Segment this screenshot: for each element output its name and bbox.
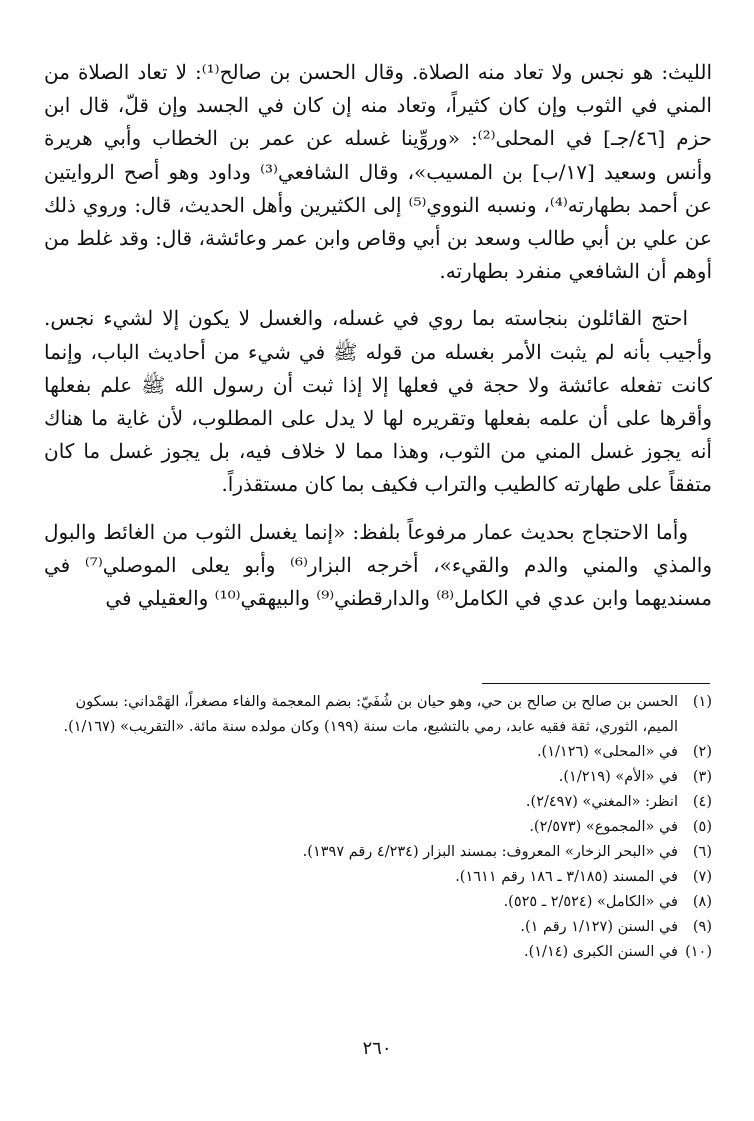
footnote-item	[44, 915, 712, 940]
footnote-number: (٣)	[692, 769, 712, 785]
footnote-item	[44, 765, 712, 790]
paragraph-2: احتج القائلون بنجاسته بما روي في غسله، والغسل لا يكون إلا لشيء نجس. وأجيب بأنه لم يثبت الأمر بغسله من قوله ﷺ في شيء من أحاديث الباب، وإنما كانت تفعله عائشة ولا حجة في فعلها إلا إذا ثبت أن رسول الله ﷺ علم بفعلها وأقرها على أن علمه بفعلها وتقريره لها لا يدل على المطلوب، لأن غاية ما هناك أنه يجوز غسل المني من الثوب، وهذا مما لا خلاف فيه، بل يجوز غسل ما كان متفقاً على طهارته كالطيب والتراب فكيف بما كان مستقذراً.	[44, 306, 712, 497]
footnote-text: في «الأم» (١/٢١٩).	[558, 769, 678, 785]
footnote-text: في المسند (٣/١٨٥ ـ ١٨٦ رقم ١٦١١).	[455, 869, 678, 885]
footnote-text: في السنن (١/١٢٧ رقم ١).	[520, 919, 678, 935]
footnote-item	[44, 840, 712, 865]
footnote-text: في «الكامل» (٢/٥٢٤ ـ ٥٢٥).	[503, 894, 678, 910]
footnote-number: (٧)	[692, 869, 712, 885]
footnote-item	[44, 740, 712, 765]
footnote-number: (١٠)	[685, 944, 712, 960]
footnote-item	[44, 865, 712, 890]
footnote-number: (٥)	[692, 819, 712, 835]
footnote-text: في «البحر الزخار» المعروف: بمسند البزار (٤/٢٣٤ رقم ١٣٩٧).	[302, 844, 678, 860]
footnote-number: (١)	[692, 694, 712, 710]
footnote-text: في «المجموع» (٢/٥٧٣).	[529, 819, 678, 835]
paragraph-3: وأما الاحتجاج بحديث عمار مرفوعاً بلفظ: «إنما يغسل الثوب من الغائط والبول والمذي والمني والدم والقيء»، أخرجه البزار⁽⁶⁾ وأبو يعلى الموصلي⁽⁷⁾ في مسنديهما وابن عدي في الكامل⁽⁸⁾ والدارقطني⁽⁹⁾ والبيهقي⁽¹⁰⁾ والعقيلي في	[44, 519, 713, 611]
footnotes-list	[44, 690, 712, 965]
footnote-text: في السنن الكبرى (١/١٤).	[523, 944, 678, 960]
footnote-number: (٦)	[692, 844, 712, 860]
footnote-number: (٢)	[692, 744, 712, 760]
footnote-number: (٤)	[692, 794, 712, 810]
footnote-number: (٨)	[692, 894, 712, 910]
page-number: ٢٦٠	[362, 1038, 392, 1059]
footnote-number: (٩)	[692, 919, 712, 935]
footnote-divider	[482, 683, 710, 684]
main-text	[44, 56, 712, 629]
footnote-item	[44, 690, 712, 740]
footnote-text: انظر: «المغني» (٢/٤٩٧).	[525, 794, 678, 810]
footnote-item	[44, 790, 712, 815]
footnote-text: الحسن بن صالح بن صالح بن حي، وهو حيان بن شُفَيّ: بضم المعجمة والفاء مصغراً، الهَمْداني: بسكون الميم، الثوري، ثقة فقيه عابد، رمي بالتشيع، مات سنة (١٩٩) وكان مولده سنة مائة. «التقريب» (١/١٦٧).	[63, 694, 678, 735]
footnote-item	[44, 815, 712, 840]
footnote-item	[44, 890, 712, 915]
footnote-item	[44, 940, 712, 965]
paragraph-1: الليث: هو نجس ولا تعاد منه الصلاة. وقال الحسن بن صالح⁽¹⁾: لا تعاد الصلاة من المني في الثوب وإن كان كثيراً، وتعاد منه إن كان في الجسد وإن قلّ، قال ابن حزم [٤٦/جـ] في المحلى⁽²⁾: «وروِّينا غسله عن عمر بن الخطاب وأبي هريرة وأنس وسعيد [١٧/ب] بن المسيب»، وقال الشافعي⁽³⁾ وداود وهو أصح الروايتين عن أحمد بطهارته⁽⁴⁾، ونسبه النووي⁽⁵⁾ إلى الكثيرين وأهل الحديث، قال: وروي ذلك عن علي بن أبي طالب وسعد بن أبي وقاص وابن عمر وعائشة، قال: وقد غلط من أوهم أن الشافعي منفرد بطهارته.	[44, 60, 713, 284]
footnote-text: في «المحلى» (١/١٢٦).	[536, 744, 678, 760]
